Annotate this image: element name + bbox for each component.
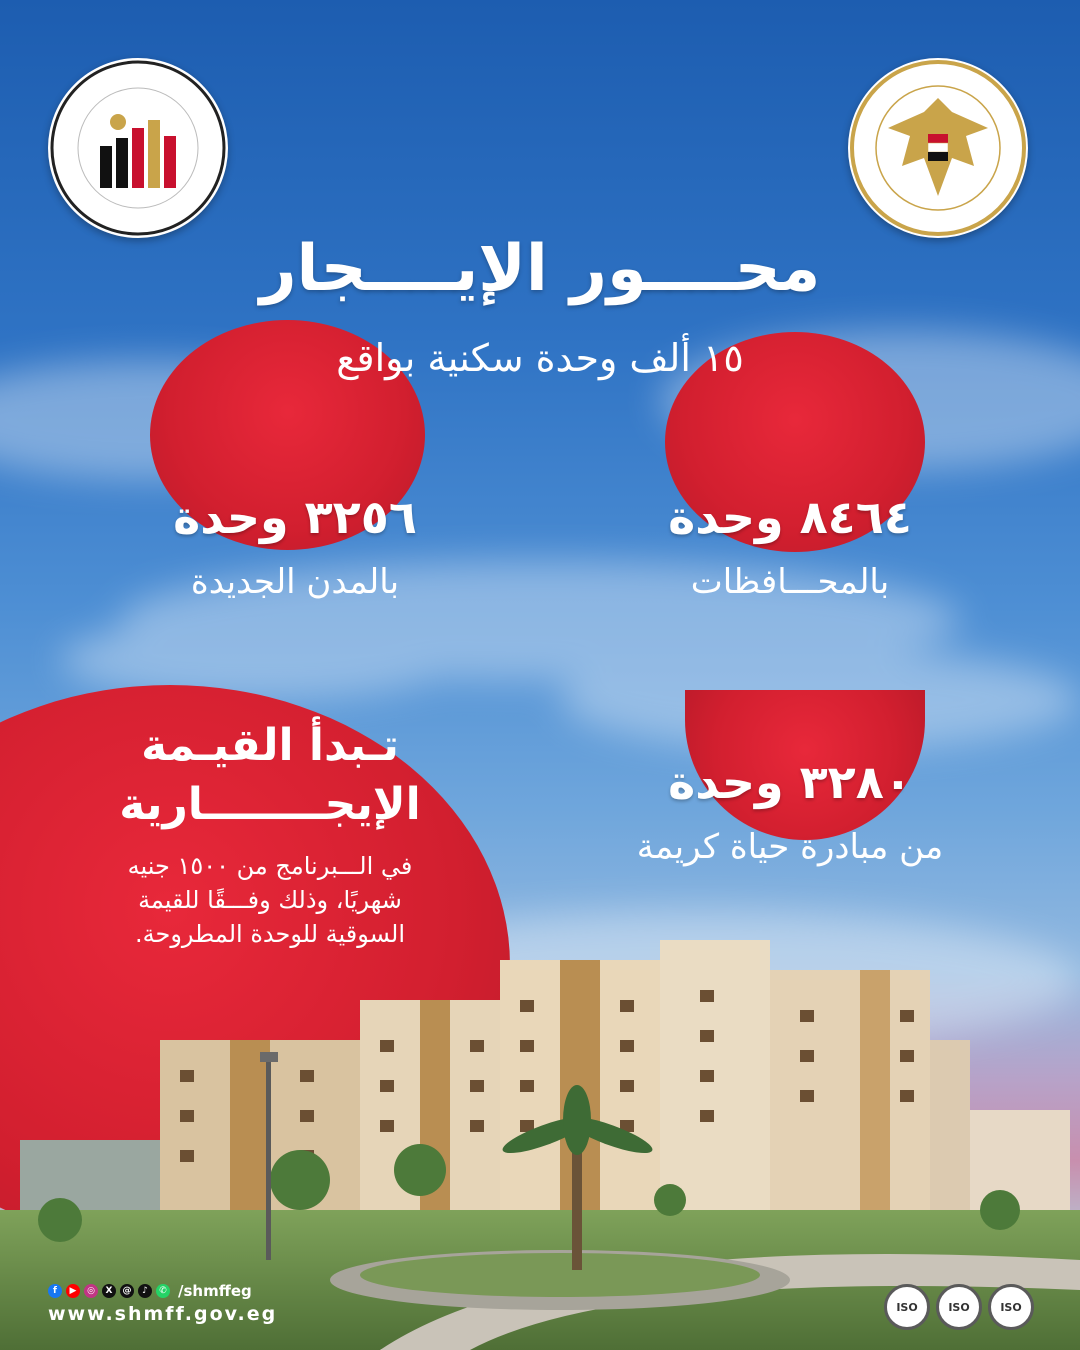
iso-badge: ISO [884, 1284, 930, 1330]
rent-body-line1: في الـــبرنامج من ١٥٠٠ جنيه [127, 852, 413, 880]
social-housing-fund-logo [48, 58, 228, 238]
tiktok-icon[interactable]: ♪ [138, 1284, 152, 1298]
iso-badges [884, 1284, 1034, 1330]
stat-governorates-number: ٨٤٦٤ وحدة [668, 490, 912, 544]
rent-heading-line1: تـبدأ القيـمة [141, 720, 399, 771]
stat-governorates-label: بالمحـــافظات [690, 562, 890, 602]
whatsapp-icon[interactable]: ✆ [156, 1284, 170, 1298]
rent-body-line2: شهريًا، وذلك وفـــقًا للقيمة [138, 886, 402, 914]
rent-heading-line2: الإيجــــــــارية [119, 779, 421, 830]
social-links [48, 1282, 252, 1300]
stat-new-cities [140, 490, 450, 602]
stat-governorates [640, 490, 940, 602]
iso-badge: ISO [936, 1284, 982, 1330]
instagram-icon[interactable]: ◎ [84, 1284, 98, 1298]
stat-decent-life [600, 755, 980, 867]
iso-badge: ISO [988, 1284, 1034, 1330]
page-title: محــــور الإيــــجار [259, 232, 821, 306]
ministry-eagle-emblem [848, 58, 1028, 238]
rent-body-line3: السوقية للوحدة المطروحة. [135, 920, 405, 948]
facebook-icon[interactable]: f [48, 1284, 62, 1298]
social-handle[interactable]: /shmffeg [178, 1282, 252, 1300]
stat-decent-life-label: من مبادرة حياة كريمة [636, 827, 944, 867]
rent-info [90, 720, 450, 948]
page-subtitle: ١٥ ألف وحدة سكنية بواقع [336, 336, 744, 380]
threads-icon[interactable]: @ [120, 1284, 134, 1298]
stat-new-cities-label: بالمدن الجديدة [190, 562, 400, 602]
youtube-icon[interactable]: ▶ [66, 1284, 80, 1298]
website-link[interactable]: www.shmff.gov.eg [48, 1303, 278, 1325]
stat-new-cities-number: ٣٢٥٦ وحدة [173, 490, 417, 544]
x-icon[interactable]: X [102, 1284, 116, 1298]
stat-decent-life-number: ٣٢٨٠ وحدة [668, 755, 912, 809]
